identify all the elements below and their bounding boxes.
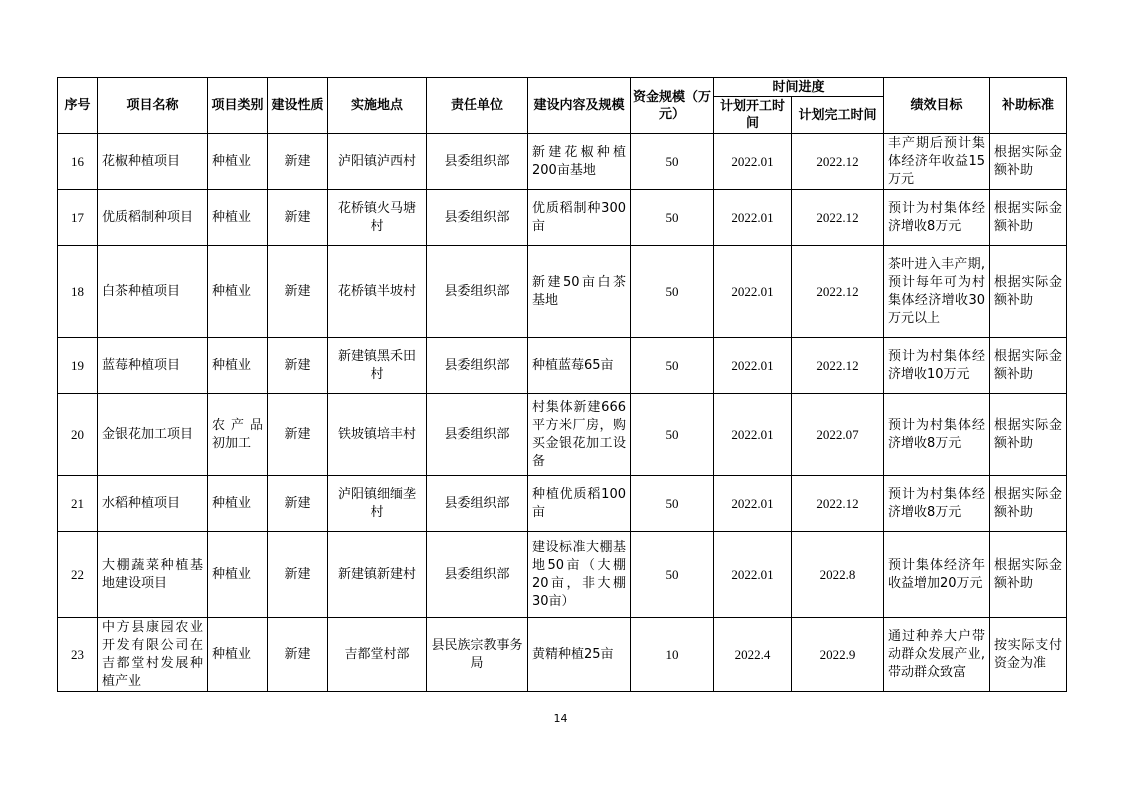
cell-start: 2022.01 bbox=[714, 134, 792, 190]
header-location: 实施地点 bbox=[328, 78, 427, 134]
header-unit: 责任单位 bbox=[427, 78, 528, 134]
cell-unit: 县委组织部 bbox=[427, 394, 528, 476]
table-row bbox=[58, 394, 1067, 476]
cell-nature: 新建 bbox=[268, 394, 328, 476]
cell-nature: 新建 bbox=[268, 246, 328, 338]
cell-goal: 预计集体经济年收益增加20万元 bbox=[884, 532, 990, 618]
cell-funds: 10 bbox=[631, 618, 714, 692]
cell-unit: 县民族宗教事务局 bbox=[427, 618, 528, 692]
cell-name: 金银花加工项目 bbox=[98, 394, 208, 476]
cell-seq: 17 bbox=[58, 190, 98, 246]
header-seq: 序号 bbox=[58, 78, 98, 134]
cell-subsidy: 根据实际金额补助 bbox=[990, 532, 1067, 618]
cell-category: 种植业 bbox=[208, 532, 268, 618]
cell-start: 2022.01 bbox=[714, 246, 792, 338]
cell-name: 花椒种植项目 bbox=[98, 134, 208, 190]
cell-start: 2022.4 bbox=[714, 618, 792, 692]
cell-seq: 21 bbox=[58, 476, 98, 532]
cell-name: 白茶种植项目 bbox=[98, 246, 208, 338]
cell-funds: 50 bbox=[631, 338, 714, 394]
cell-subsidy: 根据实际金额补助 bbox=[990, 134, 1067, 190]
cell-location: 新建镇黑禾田村 bbox=[328, 338, 427, 394]
cell-subsidy: 根据实际金额补助 bbox=[990, 246, 1067, 338]
table-row bbox=[58, 134, 1067, 190]
cell-name: 水稻种植项目 bbox=[98, 476, 208, 532]
table-row bbox=[58, 476, 1067, 532]
cell-subsidy: 根据实际金额补助 bbox=[990, 190, 1067, 246]
cell-funds: 50 bbox=[631, 190, 714, 246]
cell-nature: 新建 bbox=[268, 338, 328, 394]
cell-start: 2022.01 bbox=[714, 338, 792, 394]
cell-category: 种植业 bbox=[208, 134, 268, 190]
cell-content: 种植蓝莓65亩 bbox=[528, 338, 631, 394]
cell-seq: 16 bbox=[58, 134, 98, 190]
cell-unit: 县委组织部 bbox=[427, 476, 528, 532]
cell-seq: 20 bbox=[58, 394, 98, 476]
cell-start: 2022.01 bbox=[714, 532, 792, 618]
cell-seq: 19 bbox=[58, 338, 98, 394]
cell-content: 村集体新建666平方米厂房，购买金银花加工设备 bbox=[528, 394, 631, 476]
cell-seq: 22 bbox=[58, 532, 98, 618]
cell-nature: 新建 bbox=[268, 476, 328, 532]
cell-goal: 预计为村集体经济增收10万元 bbox=[884, 338, 990, 394]
header-end: 计划完工时间 bbox=[792, 97, 884, 134]
cell-funds: 50 bbox=[631, 394, 714, 476]
cell-goal: 茶叶进入丰产期,预计每年可为村集体经济增收30万元以上 bbox=[884, 246, 990, 338]
cell-goal: 通过种养大户带动群众发展产业,带动群众致富 bbox=[884, 618, 990, 692]
cell-end: 2022.8 bbox=[792, 532, 884, 618]
cell-goal: 预计为村集体经济增收8万元 bbox=[884, 190, 990, 246]
cell-category: 种植业 bbox=[208, 338, 268, 394]
header-subsidy: 补助标准 bbox=[990, 78, 1067, 134]
header-start: 计划开工时间 bbox=[714, 97, 792, 134]
cell-location: 铁坡镇培丰村 bbox=[328, 394, 427, 476]
cell-goal: 预计为村集体经济增收8万元 bbox=[884, 394, 990, 476]
cell-nature: 新建 bbox=[268, 532, 328, 618]
cell-content: 建设标准大棚基地50亩（大棚20亩，非大棚30亩） bbox=[528, 532, 631, 618]
cell-category: 种植业 bbox=[208, 618, 268, 692]
cell-subsidy: 根据实际金额补助 bbox=[990, 338, 1067, 394]
header-category: 项目类别 bbox=[208, 78, 268, 134]
cell-subsidy: 根据实际金额补助 bbox=[990, 394, 1067, 476]
cell-content: 新建花椒种植200亩基地 bbox=[528, 134, 631, 190]
cell-nature: 新建 bbox=[268, 134, 328, 190]
cell-nature: 新建 bbox=[268, 618, 328, 692]
cell-unit: 县委组织部 bbox=[427, 532, 528, 618]
cell-start: 2022.01 bbox=[714, 190, 792, 246]
cell-category: 种植业 bbox=[208, 246, 268, 338]
cell-seq: 18 bbox=[58, 246, 98, 338]
cell-category: 种植业 bbox=[208, 476, 268, 532]
cell-end: 2022.12 bbox=[792, 246, 884, 338]
header-time-group: 时间进度 bbox=[714, 78, 884, 97]
cell-unit: 县委组织部 bbox=[427, 190, 528, 246]
cell-end: 2022.12 bbox=[792, 134, 884, 190]
cell-name: 中方县康园农业开发有限公司在吉都堂村发展种植产业 bbox=[98, 618, 208, 692]
cell-nature: 新建 bbox=[268, 190, 328, 246]
page-number: 14 bbox=[553, 712, 568, 725]
cell-unit: 县委组织部 bbox=[427, 246, 528, 338]
project-table bbox=[57, 77, 1067, 692]
cell-category: 种植业 bbox=[208, 190, 268, 246]
cell-funds: 50 bbox=[631, 476, 714, 532]
cell-content: 黄精种植25亩 bbox=[528, 618, 631, 692]
table-row bbox=[58, 338, 1067, 394]
cell-location: 花桥镇半坡村 bbox=[328, 246, 427, 338]
cell-name: 蓝莓种植项目 bbox=[98, 338, 208, 394]
cell-name: 大棚蔬菜种植基地建设项目 bbox=[98, 532, 208, 618]
cell-name: 优质稻制种项目 bbox=[98, 190, 208, 246]
header-goal: 绩效目标 bbox=[884, 78, 990, 134]
cell-unit: 县委组织部 bbox=[427, 134, 528, 190]
cell-subsidy: 按实际支付资金为准 bbox=[990, 618, 1067, 692]
cell-funds: 50 bbox=[631, 532, 714, 618]
cell-end: 2022.07 bbox=[792, 394, 884, 476]
table-row bbox=[58, 190, 1067, 246]
cell-end: 2022.12 bbox=[792, 338, 884, 394]
cell-category: 农产品初加工 bbox=[208, 394, 268, 476]
cell-start: 2022.01 bbox=[714, 394, 792, 476]
cell-seq: 23 bbox=[58, 618, 98, 692]
table-row bbox=[58, 618, 1067, 692]
cell-location: 泸阳镇泸西村 bbox=[328, 134, 427, 190]
cell-funds: 50 bbox=[631, 246, 714, 338]
cell-location: 吉都堂村部 bbox=[328, 618, 427, 692]
header-funds: 资金规模（万元） bbox=[631, 78, 714, 134]
table-row bbox=[58, 246, 1067, 338]
cell-funds: 50 bbox=[631, 134, 714, 190]
table-row bbox=[58, 532, 1067, 618]
header-name: 项目名称 bbox=[98, 78, 208, 134]
cell-goal: 预计为村集体经济增收8万元 bbox=[884, 476, 990, 532]
cell-location: 花桥镇火马塘村 bbox=[328, 190, 427, 246]
cell-end: 2022.12 bbox=[792, 190, 884, 246]
header-nature: 建设性质 bbox=[268, 78, 328, 134]
cell-end: 2022.12 bbox=[792, 476, 884, 532]
cell-end: 2022.9 bbox=[792, 618, 884, 692]
header-content: 建设内容及规模 bbox=[528, 78, 631, 134]
cell-content: 种植优质稻100亩 bbox=[528, 476, 631, 532]
cell-subsidy: 根据实际金额补助 bbox=[990, 476, 1067, 532]
cell-unit: 县委组织部 bbox=[427, 338, 528, 394]
cell-location: 泸阳镇细缅垄村 bbox=[328, 476, 427, 532]
cell-content: 新建50亩白茶基地 bbox=[528, 246, 631, 338]
cell-content: 优质稻制种300亩 bbox=[528, 190, 631, 246]
cell-goal: 丰产期后预计集体经济年收益15万元 bbox=[884, 134, 990, 190]
cell-location: 新建镇新建村 bbox=[328, 532, 427, 618]
cell-start: 2022.01 bbox=[714, 476, 792, 532]
